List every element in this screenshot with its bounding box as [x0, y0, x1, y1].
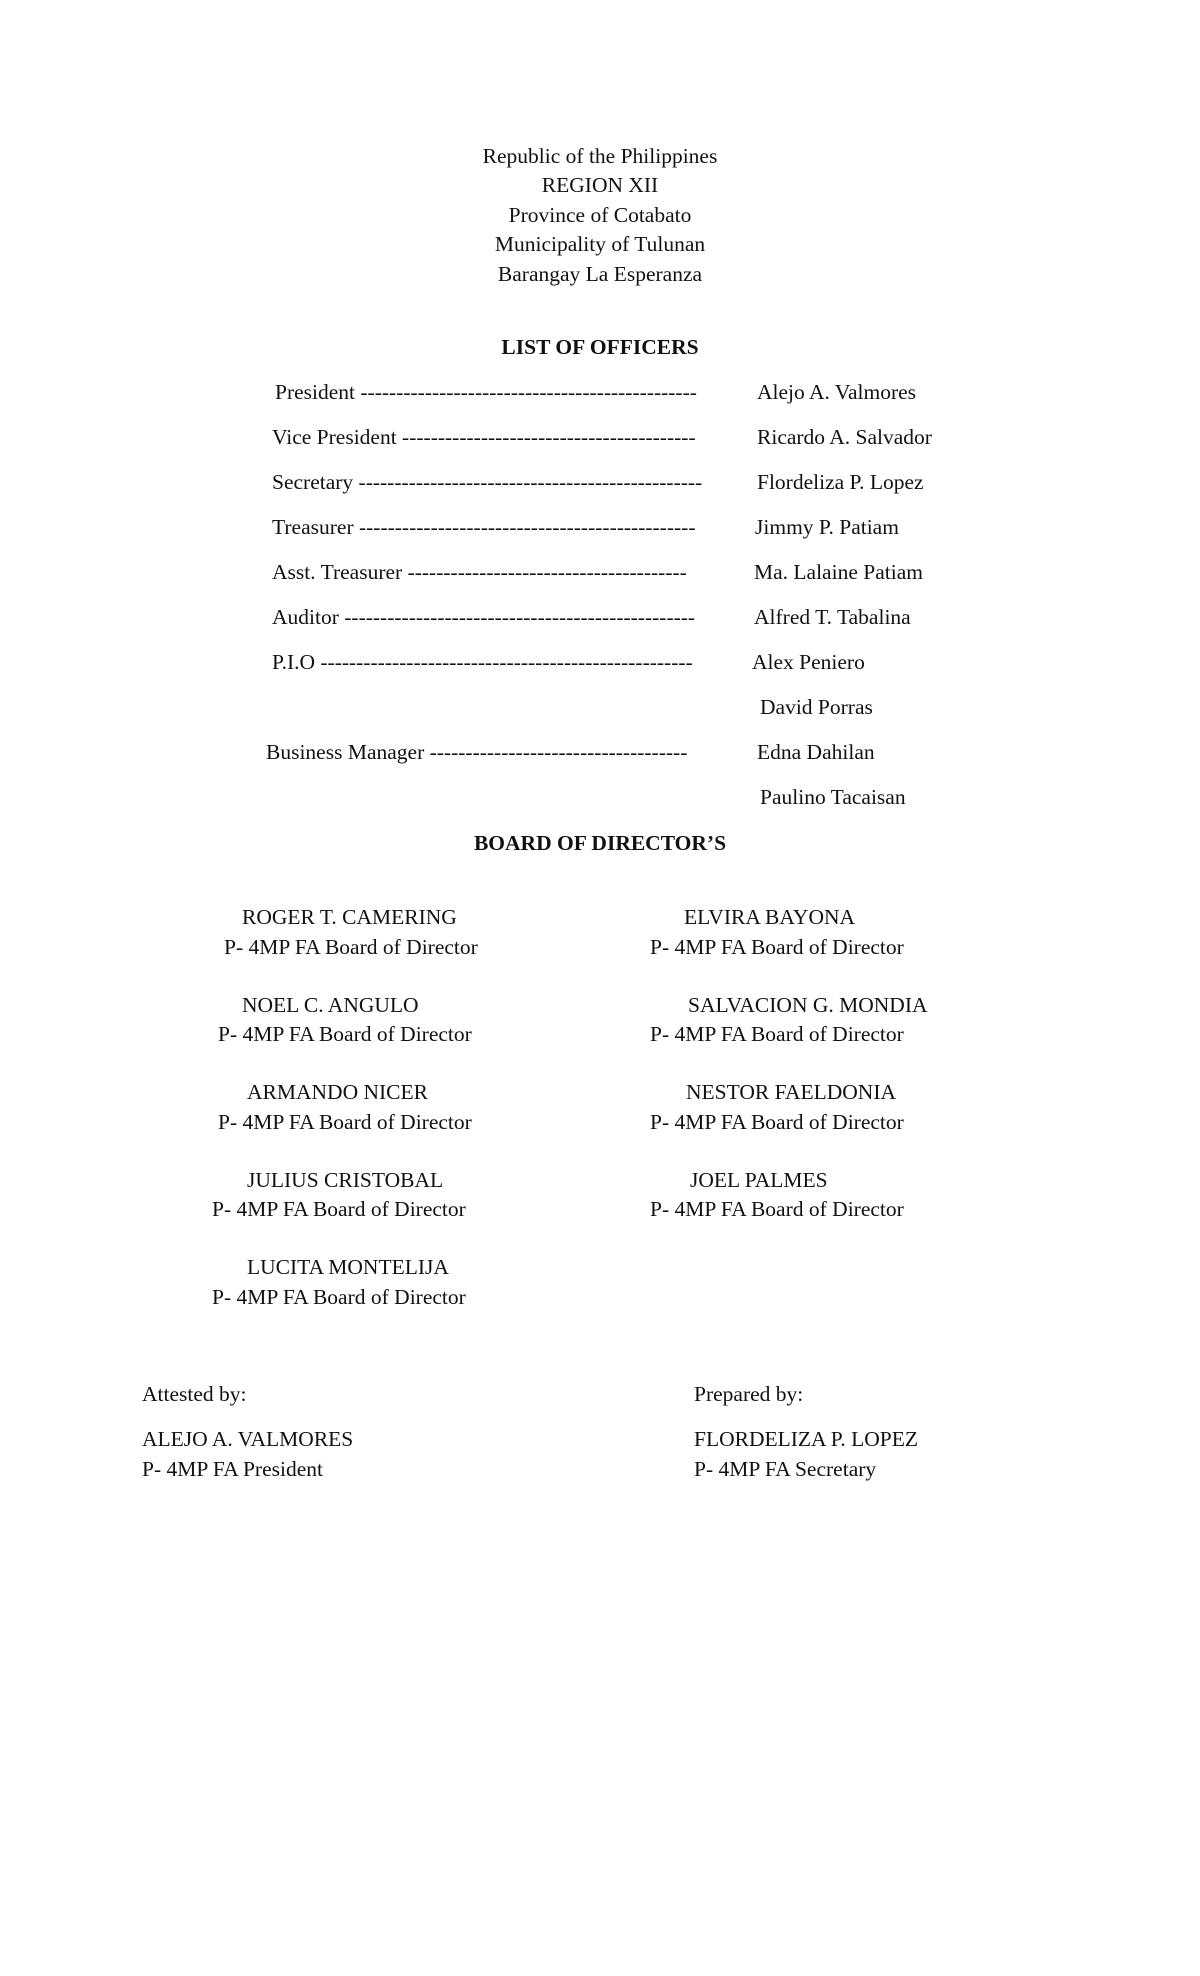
- director-role: P- 4MP FA Board of Director: [650, 1110, 904, 1134]
- officer-label-pio: P.I.O ----------------------------------------------------: [272, 650, 693, 674]
- officer-label-auditor: Auditor -------------------------------------------------: [272, 605, 696, 629]
- prepared-role: P- 4MP FA Secretary: [694, 1457, 877, 1481]
- header-region: REGION XII: [541, 173, 659, 197]
- director-role: P- 4MP FA Board of Director: [212, 1285, 466, 1309]
- director-role: P- 4MP FA Board of Director: [224, 935, 478, 959]
- officer-name-pio-2: David Porras: [760, 695, 873, 719]
- officer-name-auditor: Alfred T. Tabalina: [754, 605, 911, 629]
- director-role: P- 4MP FA Board of Director: [218, 1022, 472, 1046]
- officer-name-treasurer: Jimmy P. Patiam: [755, 515, 899, 539]
- header-republic: Republic of the Philippines: [482, 144, 718, 168]
- director-role: P- 4MP FA Board of Director: [218, 1110, 472, 1134]
- officers-title: LIST OF OFFICERS: [501, 335, 699, 359]
- director-name: NOEL C. ANGULO: [242, 993, 419, 1017]
- director-role: P- 4MP FA Board of Director: [650, 935, 904, 959]
- director-name: LUCITA MONTELIJA: [247, 1255, 449, 1279]
- header-municipality: Municipality of Tulunan: [494, 232, 706, 256]
- officer-name-business-manager-1: Edna Dahilan: [757, 740, 875, 764]
- officer-label-secretary: Secretary ------------------------------------------------: [272, 470, 703, 494]
- officer-name-vice-president: Ricardo A. Salvador: [757, 425, 932, 449]
- officer-name-pio-1: Alex Peniero: [752, 650, 865, 674]
- director-name: ARMANDO NICER: [247, 1080, 428, 1104]
- director-name: ELVIRA BAYONA: [684, 905, 856, 929]
- officer-name-asst-treasurer: Ma. Lalaine Patiam: [754, 560, 923, 584]
- director-name: JULIUS CRISTOBAL: [247, 1168, 444, 1192]
- director-name: JOEL PALMES: [690, 1168, 828, 1192]
- officer-name-secretary: Flordeliza P. Lopez: [757, 470, 924, 494]
- director-role: P- 4MP FA Board of Director: [650, 1022, 904, 1046]
- header-barangay: Barangay La Esperanza: [497, 262, 703, 286]
- attested-role: P- 4MP FA President: [142, 1457, 323, 1481]
- officer-name-business-manager-2: Paulino Tacaisan: [760, 785, 906, 809]
- prepared-name: FLORDELIZA P. LOPEZ: [694, 1427, 918, 1451]
- director-name: ROGER T. CAMERING: [242, 905, 457, 929]
- attested-name: ALEJO A. VALMORES: [142, 1427, 354, 1451]
- board-title: BOARD OF DIRECTOR’S: [473, 831, 727, 855]
- director-name: NESTOR FAELDONIA: [686, 1080, 897, 1104]
- header-province: Province of Cotabato: [508, 203, 692, 227]
- prepared-label: Prepared by:: [694, 1382, 804, 1406]
- director-name: SALVACION G. MONDIA: [688, 993, 928, 1017]
- officer-label-business-manager: Business Manager ------------------------------------: [266, 740, 688, 764]
- officer-name-president: Alejo A. Valmores: [757, 380, 917, 404]
- officer-label-vice-president: Vice President -----------------------------------------: [272, 425, 696, 449]
- director-role: P- 4MP FA Board of Director: [212, 1197, 466, 1221]
- director-role: P- 4MP FA Board of Director: [650, 1197, 904, 1221]
- officer-label-president: President -----------------------------------------------: [275, 380, 697, 404]
- attested-label: Attested by:: [142, 1382, 247, 1406]
- officer-label-treasurer: Treasurer -----------------------------------------------: [272, 515, 696, 539]
- officer-label-asst-treasurer: Asst. Treasurer ---------------------------------------: [272, 560, 687, 584]
